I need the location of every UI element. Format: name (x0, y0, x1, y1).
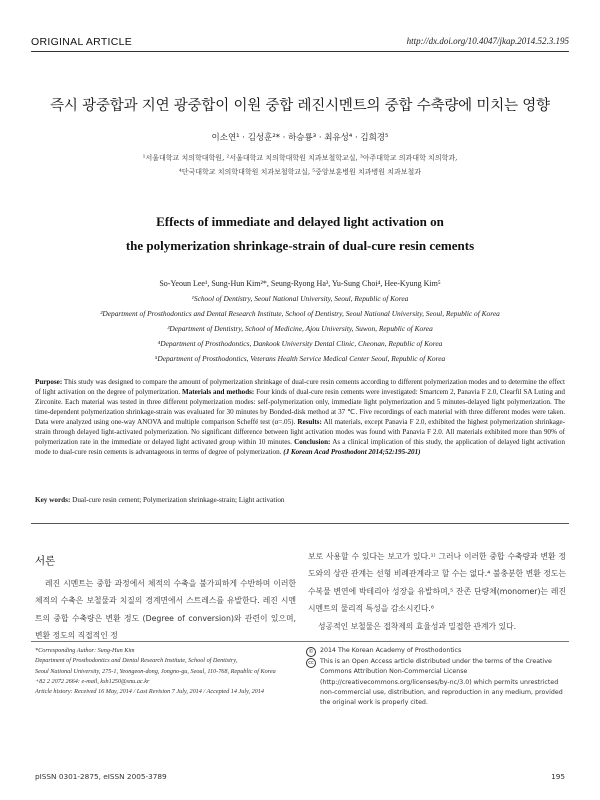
footer-issn: pISSN 0301-2875, eISSN 2005-3789 (35, 772, 167, 781)
korean-affiliation-2: ⁴단국대학교 치의학대학원 치과보철학교실, ⁵중앙보훈병원 치과병원 치과보철과 (178, 168, 422, 176)
footnote-line: Article history: Received 16 May, 2014 / Last Revision 7 July, 2014 / Accepted 14 July, 2014 (35, 688, 264, 696)
license-text: This is an Open Access article distributed under the terms of the Creative Commons Attribution Non-Commercial License (http://creativecommons.org/licenses/by-nc/3.0) which permits unrestricted non-commercial use, distribution, and reproduction in any medium, provided the original work is properly cited. (320, 658, 563, 707)
footnote-line: Seoul National University, 275-1, Yeongeon-dong, Jongno-gu, Seoul, 110-768, Republic of Korea (35, 667, 276, 675)
english-affiliation: ¹School of Dentistry, Seoul National University, Seoul, Republic of Korea (191, 294, 409, 303)
body-column-left (35, 575, 296, 645)
abstract-citation: (J Korean Acad Prosthodont 2014;52:195-201) (283, 448, 421, 457)
corresponding-author-footnote (35, 646, 295, 697)
header-rule (31, 51, 569, 52)
abstract-purpose-label: Purpose: (35, 378, 63, 386)
english-title-line-1: Effects of immediate and delayed light activation on (156, 214, 444, 229)
english-authors: So-Yeoun Lee¹, Sung-Hun Kim²*, Seung-Ryong Ha³, Yu-Sung Choi⁴, Hee-Kyung Kim⁵ (159, 279, 441, 288)
keywords-rule (31, 523, 569, 524)
copyright-icon: © (306, 647, 316, 657)
abstract-conclusion-text: As a clinical implication of this study, the application of delayed light activation mode to dual-cure resin cements is advantageous in terms of degree of polymerization. (35, 438, 565, 457)
keywords-label: Key words: (35, 496, 71, 504)
body-column-right (308, 548, 566, 635)
footnote-rule (31, 641, 569, 642)
header-doi-link[interactable]: http://dx.doi.org/10.4047/jkap.2014.52.3.195 (406, 36, 569, 46)
header-section-label: ORIGINAL ARTICLE (31, 36, 133, 48)
korean-title: 즉시 광중합과 지연 광중합이 이원 중합 레진시멘트의 중합 수축량에 미치는 영향 (50, 98, 550, 114)
abstract-conclusion-label: Conclusion: (294, 438, 331, 447)
footnote-line: +82 2 2072 2664: e-mail, ksh1250@snu.ac.kr (35, 677, 150, 685)
abstract-methods-text: Four kinds of dual-cure resin cements were investigated: Smartcem 2, Panavia F 2.0, Clearfil SA Luting and Zirconite. Each material was tested in three different polymerization modes: self-polymerization only, immediate light polymerization and 5 minutes-delayed light polymerization. The time-dependent polymerization shrinkage-strain was evaluated for 30 minutes by Bonded-disk method at 37 ℃. Five recordings of each material with three different modes were taken. Data were analyzed using one-way ANOVA and multiple comparison Scheffé test (α=.05). (35, 388, 565, 427)
english-affiliation: ⁴Department of Prosthodontics, Dankook University Dental Clinic, Cheonan, Republic of Korea (157, 339, 443, 348)
english-affiliation: ³Department of Dentistry, School of Medicine, Ajou University, Suwon, Republic of Korea (167, 324, 433, 333)
license-footnote (306, 646, 566, 708)
body-paragraph: 보로 사용할 수 있다는 보고가 있다.¹⁾ 그러나 이러한 중합 수축량과 변환 정도와의 상관 관계는 선형 비례관계라고 할 수는 없다.⁴ 불충분한 변환 정도는 수복물 변연에 박테리아 성장을 유발하며,⁵ 잔존 단량체(monomer)는 레진 시멘트의 물리적 특성을 감소시킨다.⁶ (308, 552, 566, 614)
abstract-purpose-text: This study was designed to compare the amount of polymerization shrinkage of dual-cure resin cements according to different polymerization modes and to determine the effect of light activation on the degree of polymerization. (35, 378, 565, 397)
korean-affiliation-1: ¹서울대학교 치의학대학원, ²서울대학교 치의학대학원 치과보철학교실, ³아주대학교 의과대학 치의학과, (142, 154, 458, 162)
abstract-results-label: Results: (297, 418, 322, 427)
section-title-introduction: 서론 (35, 555, 56, 567)
abstract-methods-label: Materials and methods: (182, 388, 255, 397)
english-title-line-2: the polymerization shrinkage-strain of dual-cure resin cements (125, 238, 475, 253)
english-affiliation: ²Department of Prosthodontics and Dental Research Institute, School of Dentistry, Seoul National University, Seoul, Republic of Korea (100, 309, 500, 318)
abstract (35, 377, 565, 457)
body-paragraph: 성공적인 보철물은 접착제의 효율성과 밀접한 관계가 있다. (318, 621, 517, 631)
page-number: 195 (551, 772, 565, 781)
body-paragraph: 레진 시멘트는 중합 과정에서 체적의 수축을 불가피하게 수반하며 이러한 체적의 수축은 보철물과 치질의 경계면에서 스트레스를 유발한다. 레진 시멘트의 중합 수축량은 변환 정도 (Degree of conversion)와 관련이 있으며, 변환 정도의 직접적인 정 (35, 579, 296, 641)
korean-authors: 이소연¹ · 김성훈²* · 하승룡³ · 최유성⁴ · 김희경⁵ (211, 133, 389, 143)
keywords (35, 496, 285, 504)
copyright-text: 2014 The Korean Academy of Prosthodontics (320, 647, 462, 654)
footnote-line: *Corresponding Author: Sung-Hun Kim (35, 647, 135, 654)
creative-commons-icon: cc (306, 658, 316, 668)
english-affiliation: ⁵Department of Prosthodontics, Veterans Health Service Medical Center Seoul, Republic of Korea (154, 354, 446, 363)
abstract-results-text: All materials, except Panavia F 2.0, exhibited the highest polymerization shrinkage-strain through delayed light-activated polymerization. No significant difference between light activation modes was found with Panavia F 2.0. All materials exhibited more than 90% of polymerization rate in the immediate or delayed light activated group within 10 minutes. (35, 418, 566, 447)
keywords-text: Dual-cure resin cement; Polymerization shrinkage-strain; Light activation (72, 496, 285, 504)
footnote-line: Department of Prosthodontics and Dental Research Institute, School of Dentistry, (35, 657, 238, 665)
